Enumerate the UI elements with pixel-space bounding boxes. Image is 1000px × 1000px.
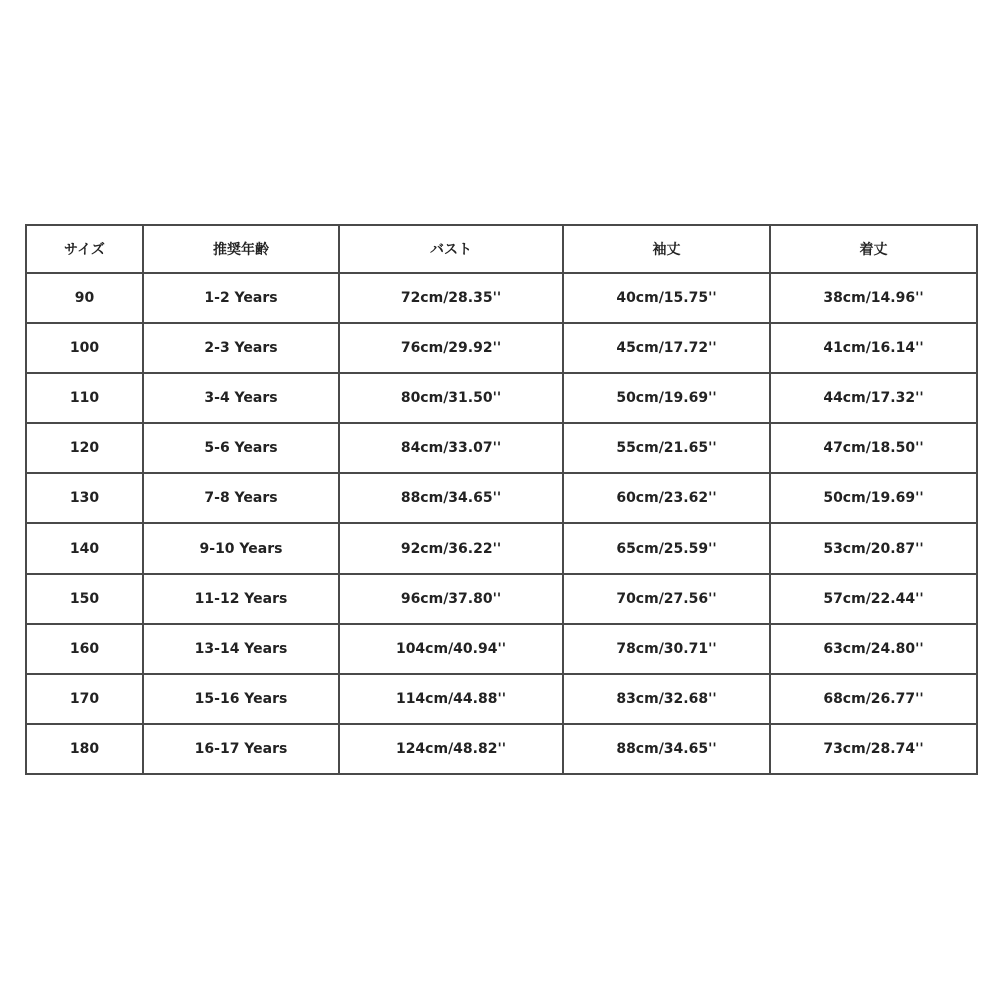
header-sleeve-length: 袖丈 [563, 225, 770, 273]
age-cell: 16-17 Years [143, 724, 339, 774]
size-cell: 150 [26, 574, 143, 624]
table-row [26, 724, 977, 774]
size-cell: 170 [26, 674, 143, 724]
bust-cell: 114cm/44.88'' [339, 674, 563, 724]
bust-cell: 76cm/29.92'' [339, 323, 563, 373]
sleeve-cell: 70cm/27.56'' [563, 574, 770, 624]
length-cell: 44cm/17.32'' [770, 373, 977, 423]
length-cell: 53cm/20.87'' [770, 523, 977, 573]
table-row [26, 674, 977, 724]
bust-cell: 88cm/34.65'' [339, 473, 563, 523]
sleeve-cell: 40cm/15.75'' [563, 273, 770, 323]
bust-cell: 80cm/31.50'' [339, 373, 563, 423]
size-cell: 100 [26, 323, 143, 373]
bust-cell: 124cm/48.82'' [339, 724, 563, 774]
length-cell: 57cm/22.44'' [770, 574, 977, 624]
size-cell: 140 [26, 523, 143, 573]
bust-cell: 72cm/28.35'' [339, 273, 563, 323]
table-row [26, 323, 977, 373]
sleeve-cell: 83cm/32.68'' [563, 674, 770, 724]
sleeve-cell: 88cm/34.65'' [563, 724, 770, 774]
size-chart-table [25, 224, 978, 775]
sleeve-cell: 55cm/21.65'' [563, 423, 770, 473]
length-cell: 41cm/16.14'' [770, 323, 977, 373]
size-cell: 180 [26, 724, 143, 774]
header-recommended-age: 推奨年齢 [143, 225, 339, 273]
bust-cell: 96cm/37.80'' [339, 574, 563, 624]
age-cell: 5-6 Years [143, 423, 339, 473]
age-cell: 11-12 Years [143, 574, 339, 624]
size-cell: 130 [26, 473, 143, 523]
length-cell: 47cm/18.50'' [770, 423, 977, 473]
sleeve-cell: 60cm/23.62'' [563, 473, 770, 523]
sleeve-cell: 78cm/30.71'' [563, 624, 770, 674]
bust-cell: 84cm/33.07'' [339, 423, 563, 473]
age-cell: 1-2 Years [143, 273, 339, 323]
header-size: サイズ [26, 225, 143, 273]
bust-cell: 92cm/36.22'' [339, 523, 563, 573]
age-cell: 7-8 Years [143, 473, 339, 523]
table-body [26, 273, 977, 774]
header-total-length: 着丈 [770, 225, 977, 273]
table-row [26, 373, 977, 423]
table-row [26, 523, 977, 573]
sleeve-cell: 50cm/19.69'' [563, 373, 770, 423]
table-row [26, 473, 977, 523]
age-cell: 13-14 Years [143, 624, 339, 674]
table-row [26, 624, 977, 674]
length-cell: 50cm/19.69'' [770, 473, 977, 523]
header-bust: バスト [339, 225, 563, 273]
size-cell: 90 [26, 273, 143, 323]
sleeve-cell: 45cm/17.72'' [563, 323, 770, 373]
header-row [26, 225, 977, 273]
table-row [26, 423, 977, 473]
sleeve-cell: 65cm/25.59'' [563, 523, 770, 573]
size-cell: 120 [26, 423, 143, 473]
length-cell: 73cm/28.74'' [770, 724, 977, 774]
age-cell: 2-3 Years [143, 323, 339, 373]
age-cell: 3-4 Years [143, 373, 339, 423]
length-cell: 63cm/24.80'' [770, 624, 977, 674]
length-cell: 38cm/14.96'' [770, 273, 977, 323]
size-cell: 110 [26, 373, 143, 423]
age-cell: 15-16 Years [143, 674, 339, 724]
table-row [26, 273, 977, 323]
age-cell: 9-10 Years [143, 523, 339, 573]
size-cell: 160 [26, 624, 143, 674]
length-cell: 68cm/26.77'' [770, 674, 977, 724]
table-row [26, 574, 977, 624]
bust-cell: 104cm/40.94'' [339, 624, 563, 674]
